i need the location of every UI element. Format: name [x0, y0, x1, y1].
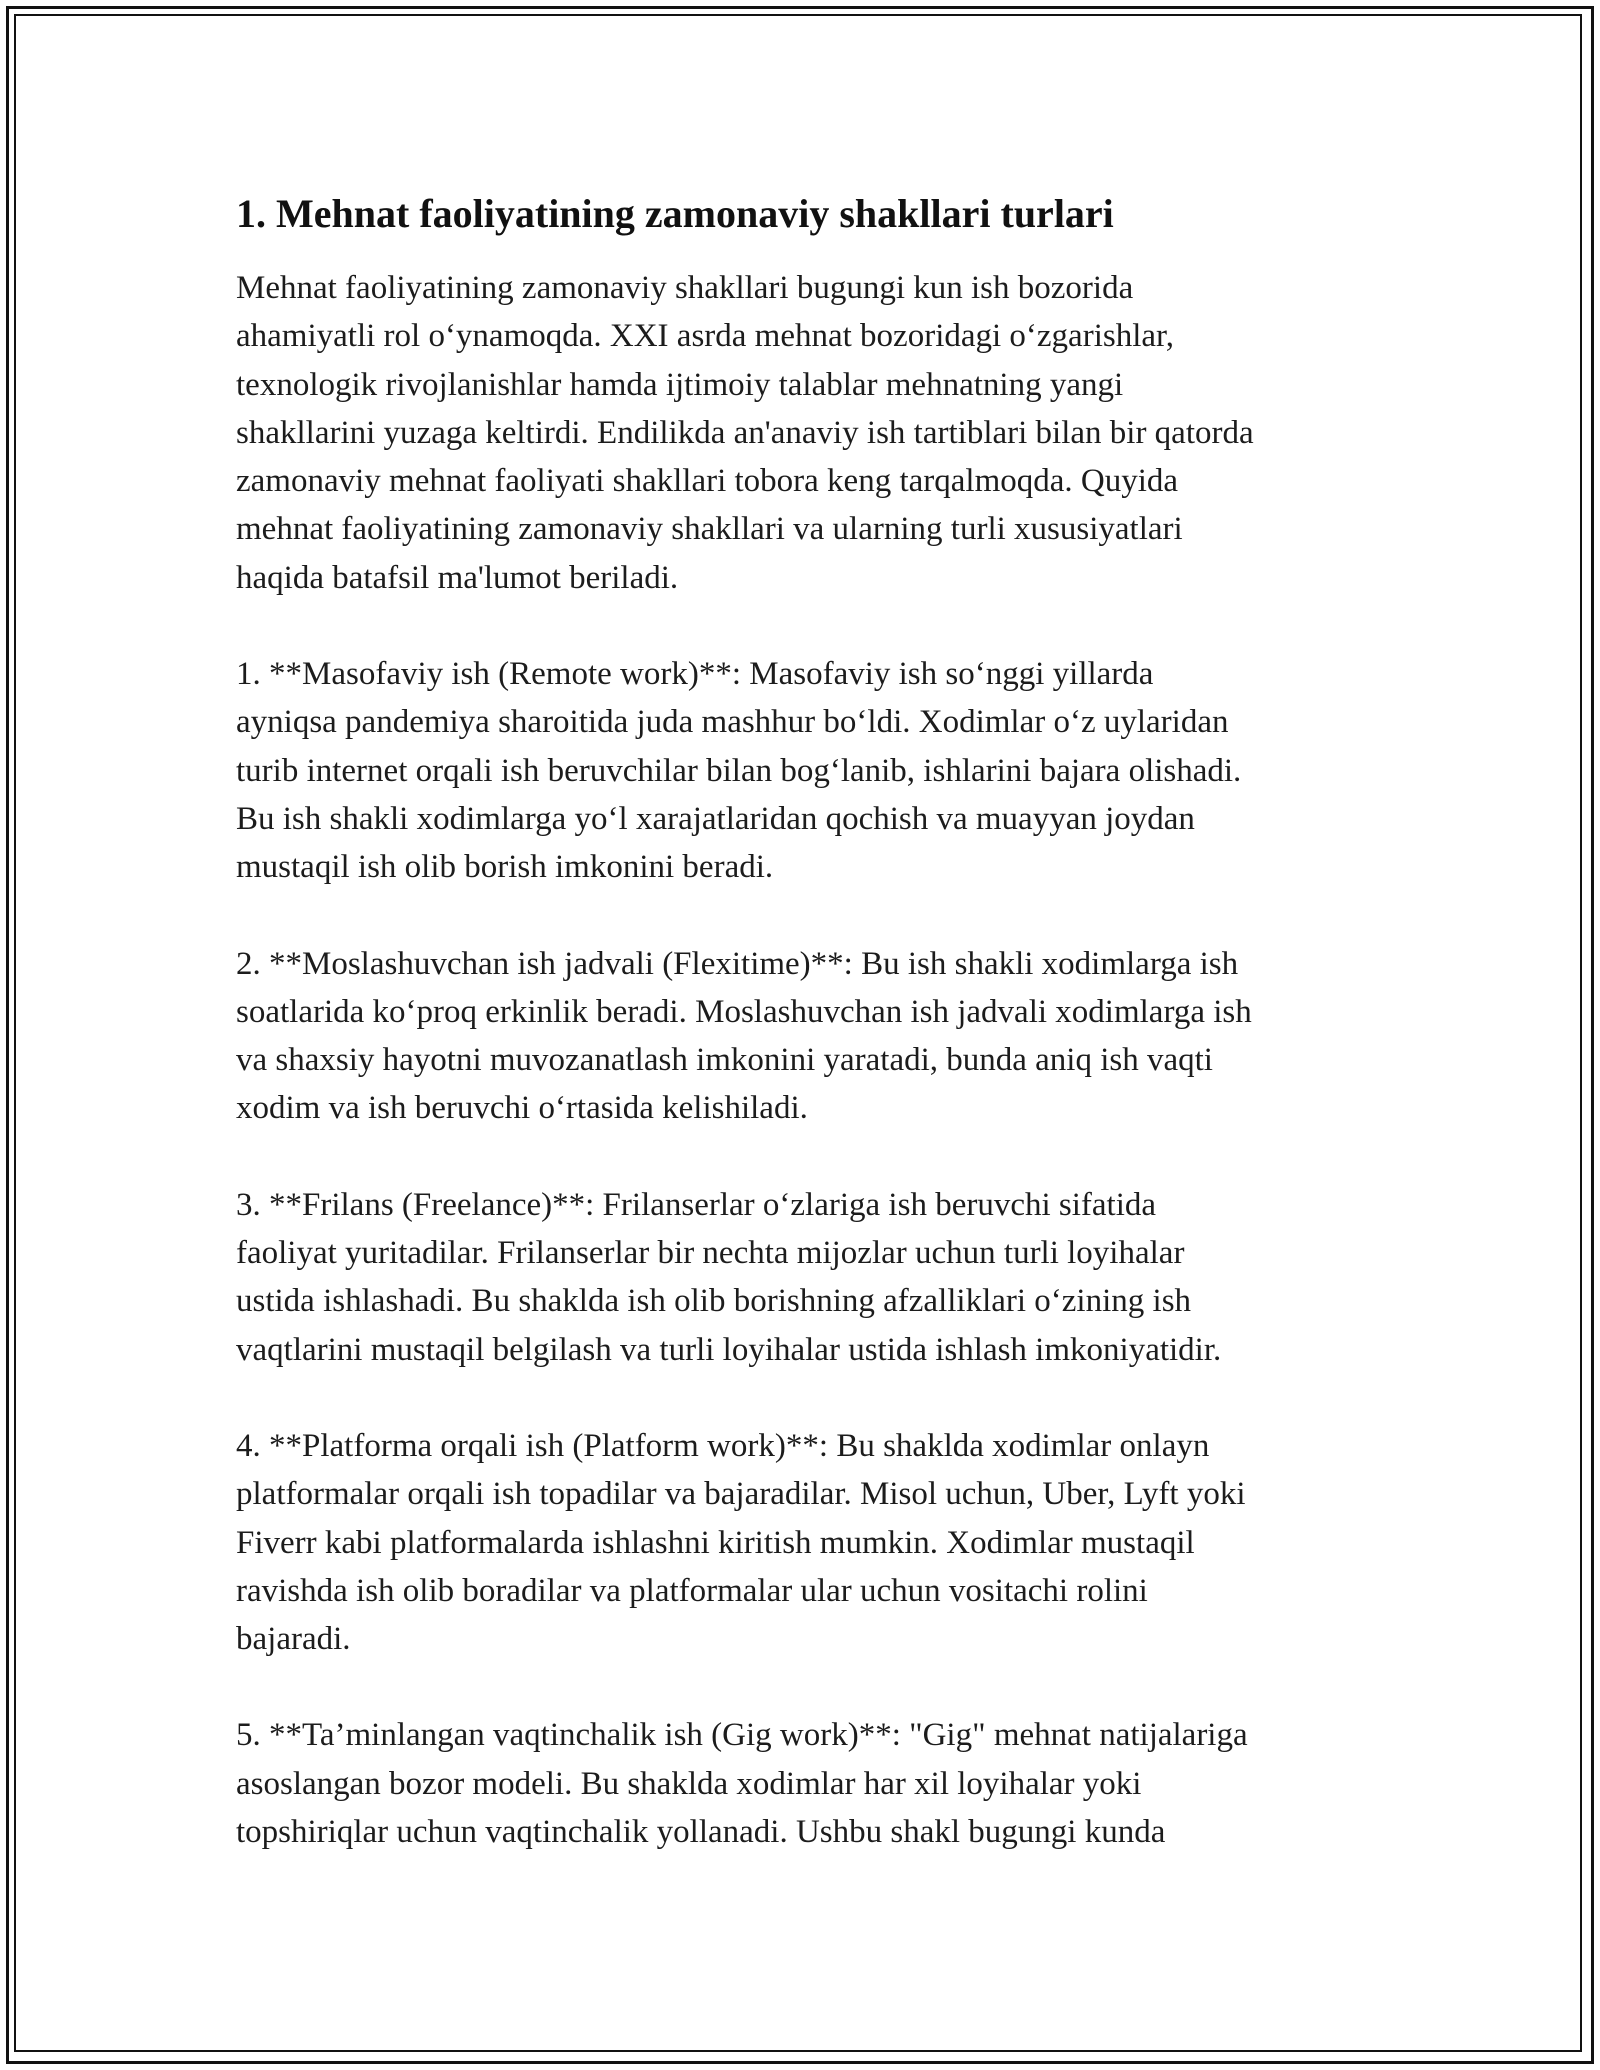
- list-item-freelance: 3. **Frilans (Freelance)**: Frilanserlar o‘zlariga ish beruvchi sifatida faoliyat yuritadilar. Frilanserlar bir nechta mijozlar uchun turli loyihalar ustida ishlashadi. Bu shaklda ish olib borishning afzalliklari o‘zining ish vaqtlarini mustaqil belgilash va turli loyihalar ustida ishlash imkoniyatidir.: [236, 1186, 1222, 1368]
- list-item-gig-work: 5. **Ta’minlangan vaqtinchalik ish (Gig work)**: "Gig" mehnat natijalariga asoslangan bozor modeli. Bu shaklda xodimlar har xil loyihalar yoki topshiriqlar uchun vaqtinchalik yollanadi. Ushbu shakl bugungi kunda: [236, 1717, 1248, 1851]
- list-item-remote-work: 1. **Masofaviy ish (Remote work)**: Masofaviy ish so‘nggi yillarda ayniqsa pandemiya sharoitida juda mashhur bo‘ldi. Xodimlar o‘z uylaridan turib internet orqali ish beruvchilar bilan bog‘lanib, ishlarini bajara olishadi. Bu ish shakli xodimlarga yo‘l xarajatlaridan qochish va muayyan joydan mustaqil ish olib borish imkonini beradi.: [236, 656, 1242, 886]
- list-item-platform-work: 4. **Platforma orqali ish (Platform work)**: Bu shaklda xodimlar onlayn platformalar orqali ish topadilar va bajaradilar. Misol uchun, Uber, Lyft yoki Fiverr kabi platformalarda ishlashni kiritish mumkin. Xodimlar mustaqil ravishda ish olib boradilar va platformalar ular uchun vositachi rolini bajaradi.: [236, 1427, 1246, 1658]
- list-item-flexitime: 2. **Moslashuvchan ish jadvali (Flexitime)**: Bu ish shakli xodimlarga ish soatlarida ko‘proq erkinlik beradi. Moslashuvchan ish jadvali xodimlarga ish va shaxsiy hayotni muvozanatlash imkonini yaratadi, bunda aniq ish vaqti xodim va ish beruvchi o‘rtasida kelishiladi.: [236, 945, 1252, 1127]
- document-body: [236, 188, 1386, 1904]
- document-title: 1. Mehnat faoliyatining zamonaviy shakllari turlari: [236, 191, 1114, 236]
- intro-paragraph: Mehnat faoliyatining zamonaviy shakllari bugungi kun ish bozorida ahamiyatli rol o‘ynamoqda. XXI asrda mehnat bozoridagi o‘zgarishlar, texnologik rivojlanishlar hamda ijtimoiy talablar mehnatning yangi shakllarini yuzaga keltirdi. Endilikda an'anaviy ish tartiblari bilan bir qatorda zamonaviy mehnat faoliyati shakllari tobora keng tarqalmoqda. Quyida mehnat faoliyatining zamonaviy shakllari va ularning turli xususiyatlari haqida batafsil ma'lumot beriladi.: [236, 270, 1254, 596]
